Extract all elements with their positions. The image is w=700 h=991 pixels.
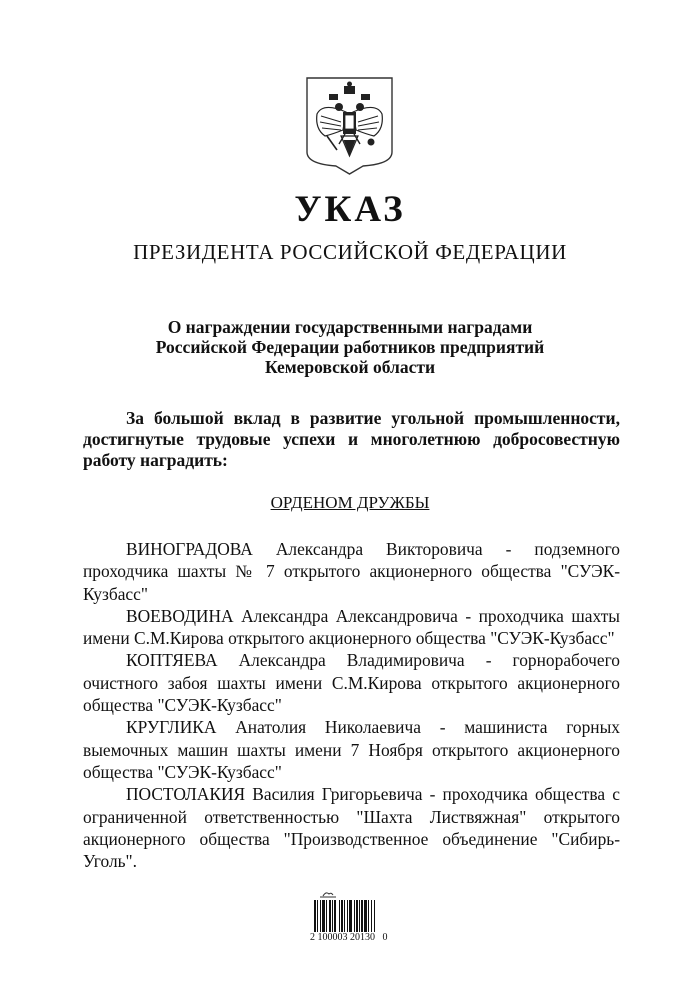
heading-line: О награждении государственными наградами [167,317,533,337]
printer-logo-icon [318,890,338,898]
awardee-list [83,538,620,872]
awardee-entry [83,605,620,650]
awardee-surname: ВИНОГРАДОВА [126,539,253,559]
decree-subtitle: ПРЕЗИДЕНТА РОССИЙСКОЙ ФЕДЕРАЦИИ [133,240,567,264]
awardee-surname: ВОЕВОДИНА [126,605,234,626]
barcode-bar [322,900,325,932]
barcode-number: 2 100003 20130 0 [310,932,388,943]
barcode-bar [371,900,372,932]
barcode-bar [317,900,318,932]
heading-line: Кемеровской области [264,357,436,377]
barcode-bar [326,900,327,932]
decree-preamble: За большой вклад в развитие угольной промышленности, достигнутые трудовые успехи и многолетнюю добросовестную работу наградить: [83,408,620,470]
heading-line: Российской Федерации работников предприятий [155,337,545,357]
barcode-bar [347,900,348,932]
barcode-bar [332,900,333,932]
barcode-bar [344,900,345,932]
awardee-entry [83,538,620,605]
awardee-details: Александра Владимировича - горнорабочего очистного забоя шахты имени С.М.Кирова открытого акционерного общества "СУЭК-Кузбасс" [83,650,620,716]
awardee-entry [83,716,620,783]
barcode-bar [349,900,352,932]
coat-of-arms-icon [303,74,396,176]
awardee-details: Анатолия Николаевича - машиниста горных выемочных машин шахты имени 7 Ноября открытого акционерного общества "СУЭК-Кузбасс" [83,717,620,782]
barcode-bar [361,900,363,932]
awardee-surname: ПОСТОЛАКИЯ [126,784,246,805]
barcode-bar [334,900,336,932]
awardee-surname: КРУГЛИКА [126,717,217,738]
barcode-bar [374,900,375,932]
awardee-entry [83,649,620,716]
decree-title: УКАЗ [294,189,406,230]
barcode-bar [314,900,316,932]
order-name: ОРДЕНОМ ДРУЖБЫ [270,493,430,512]
barcode-bar [354,900,355,932]
decree-heading [100,317,600,377]
barcode-bar [359,900,360,932]
barcode-bar [320,900,321,932]
awardee-surname: КОПТЯЕВА [126,650,218,671]
barcode-bar [339,900,340,932]
barcode-bar [364,900,367,932]
barcode-bar [356,900,358,932]
barcode-bar [341,900,343,932]
awardee-entry [83,783,620,872]
awardee-details: Василия Григорьевича - проходчика общества с ограниченной ответственностью "Шахта Листвяжная" открытого акционерного общества "Производственное объединение "Сибирь-Уголь". [83,784,620,872]
barcode-icon [312,900,404,932]
barcode-bar [329,900,331,932]
awardee-details: Александра Александровича - проходчика шахты имени С.М.Кирова открытого акционерного общества "СУЭК-Кузбасс" [83,605,620,649]
awardee-details: Александра Викторовича - подземного проходчика шахты № 7 открытого акционерного общества "СУЭК-Кузбасс" [83,539,620,604]
barcode-bar [368,900,369,932]
